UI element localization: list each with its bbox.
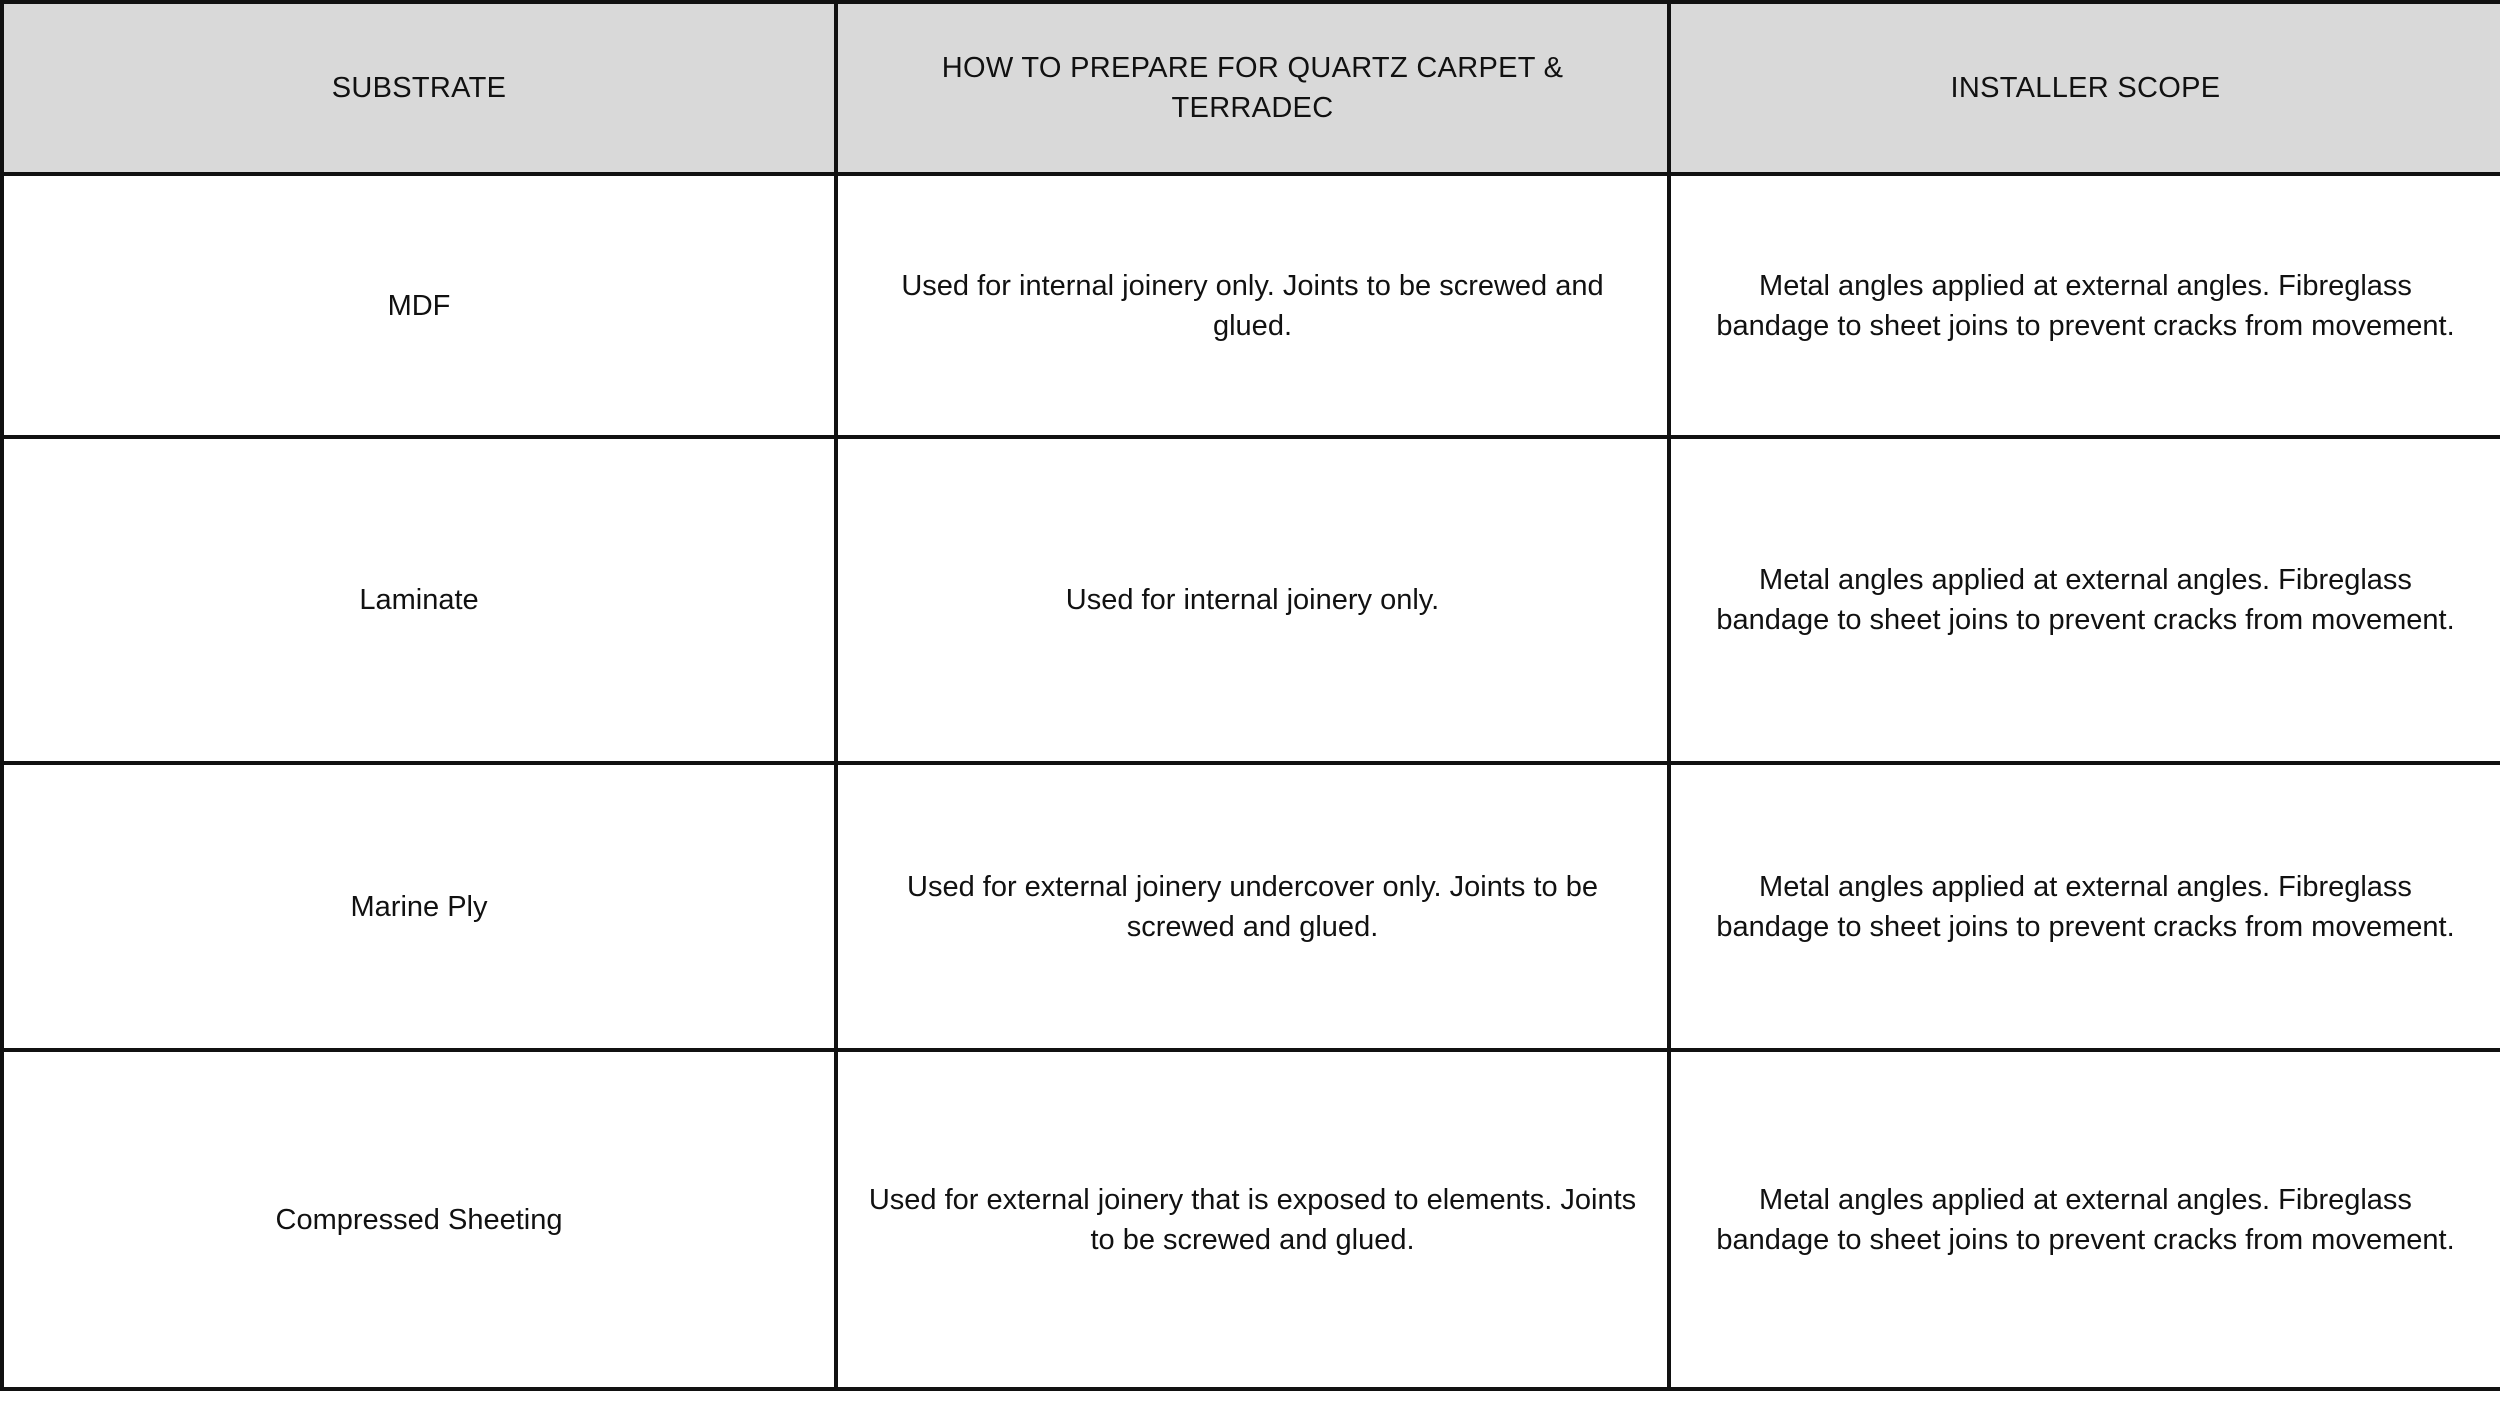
preparation-cell: Used for external joinery undercover only. Joints to be screwed and glued.: [836, 763, 1669, 1050]
table-body: [2, 174, 2500, 1389]
column-header-substrate: SUBSTRATE: [2, 2, 836, 174]
installer-scope-cell: Metal angles applied at external angles. Fibreglass bandage to sheet joins to prevent cracks from movement.: [1669, 1050, 2500, 1389]
installer-scope-cell: Metal angles applied at external angles. Fibreglass bandage to sheet joins to prevent cracks from movement.: [1669, 763, 2500, 1050]
table-row: [2, 763, 2500, 1050]
substrate-cell: Compressed Sheeting: [2, 1050, 836, 1389]
preparation-cell: Used for internal joinery only.: [836, 437, 1669, 763]
substrate-cell: MDF: [2, 174, 836, 437]
installer-scope-cell: Metal angles applied at external angles. Fibreglass bandage to sheet joins to prevent cracks from movement.: [1669, 174, 2500, 437]
preparation-cell: Used for external joinery that is exposed to elements. Joints to be screwed and glued.: [836, 1050, 1669, 1389]
substrate-cell: Laminate: [2, 437, 836, 763]
column-header-preparation: HOW TO PREPARE FOR QUARTZ CARPET & TERRADEC: [836, 2, 1669, 174]
preparation-cell: Used for internal joinery only. Joints to be screwed and glued.: [836, 174, 1669, 437]
table-row: [2, 1050, 2500, 1389]
table-row: [2, 174, 2500, 437]
substrate-cell: Marine Ply: [2, 763, 836, 1050]
table-row: [2, 437, 2500, 763]
table-header: [2, 2, 2500, 174]
installer-scope-cell: Metal angles applied at external angles. Fibreglass bandage to sheet joins to prevent cracks from movement.: [1669, 437, 2500, 763]
header-row: [2, 2, 2500, 174]
column-header-installer-scope: INSTALLER SCOPE: [1669, 2, 2500, 174]
